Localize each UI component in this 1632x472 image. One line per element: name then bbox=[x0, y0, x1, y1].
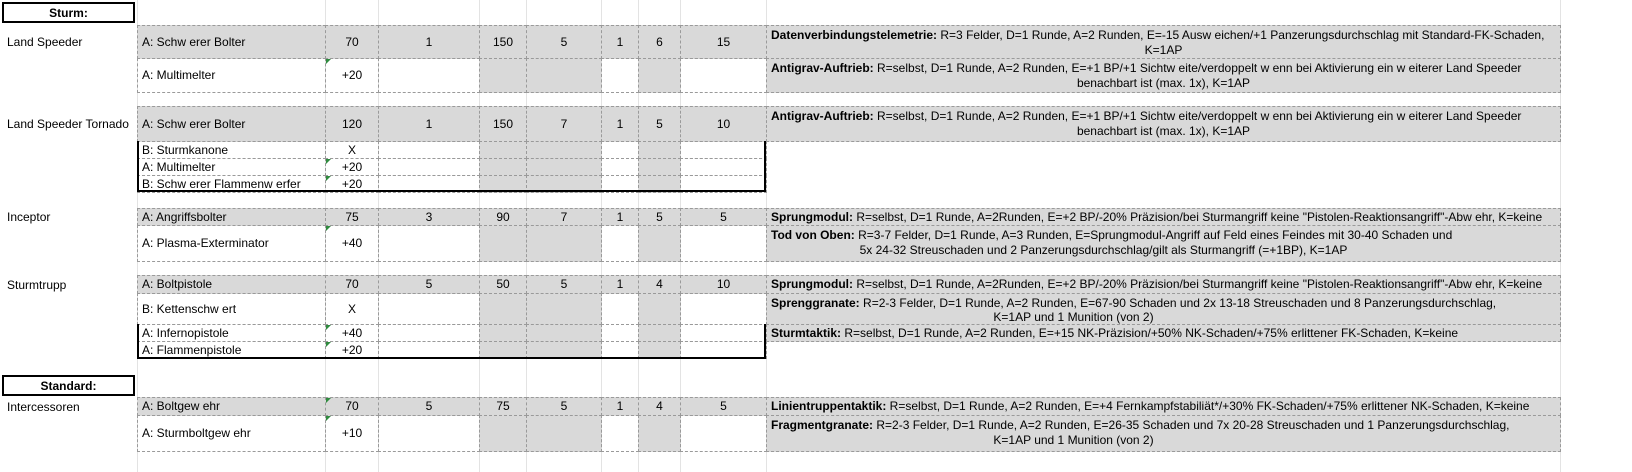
ability-text: R=2-3 Felder, D=1 Runde, A=2 Runden, E=26-35 Schaden und 7x 20-28 Streuschaden und 1 Panzerungsdurchschlag, bbox=[873, 418, 1510, 432]
stat-cell: 5 bbox=[526, 397, 602, 416]
ability-title: Fragmentgranate: bbox=[771, 418, 874, 432]
empty-cell bbox=[680, 158, 767, 176]
empty-cell bbox=[680, 175, 767, 193]
stat-cell: 1 bbox=[601, 208, 639, 226]
weapon-cell: B: Kettenschw ert bbox=[137, 293, 326, 325]
empty-cell bbox=[378, 58, 480, 93]
ability-title: Antigrav-Auftrieb: bbox=[771, 61, 874, 75]
empty-cell bbox=[601, 415, 639, 452]
stat-cell: 90 bbox=[479, 208, 527, 226]
empty-cell bbox=[526, 141, 602, 159]
empty-cell bbox=[601, 58, 639, 93]
stat-cell: 5 bbox=[638, 106, 681, 142]
ability-text: R=3 Felder, D=1 Runde, A=2 Runden, E=-15 Ausw eichen/+1 Panzerungsdurchschlag mit Standard-FK-Schaden, bbox=[937, 28, 1545, 42]
empty-cell bbox=[526, 225, 602, 262]
weapon-cell: A: Sturmboltgew ehr bbox=[137, 415, 326, 452]
stat-cell: +20 bbox=[325, 158, 379, 176]
comment-marker-icon bbox=[326, 176, 331, 181]
ability-cell bbox=[766, 58, 1561, 93]
empty-cell bbox=[680, 293, 767, 325]
comment-marker-icon bbox=[326, 159, 331, 164]
stat-cell: +40 bbox=[325, 324, 379, 342]
weapon-cell: A: Plasma-Exterminator bbox=[137, 225, 326, 262]
stat-cell: 75 bbox=[479, 397, 527, 416]
stat-cell: 1 bbox=[601, 25, 639, 59]
empty-cell bbox=[526, 293, 602, 325]
ability-cell bbox=[766, 106, 1561, 142]
empty-cell bbox=[526, 324, 602, 342]
empty-cell bbox=[479, 293, 527, 325]
ability-cell bbox=[766, 397, 1561, 416]
stat-cell: 4 bbox=[638, 275, 681, 294]
empty-cell bbox=[638, 293, 681, 325]
empty-cell bbox=[378, 341, 480, 359]
stat-cell: 7 bbox=[526, 208, 602, 226]
ability-text: R=3-7 Felder, D=1 Runde, A=3 Runden, E=Sprungmodul-Angriff auf Feld eines Feindes mit 30-40 Schaden und bbox=[854, 228, 1453, 242]
empty-cell bbox=[680, 341, 767, 359]
empty-cell bbox=[526, 415, 602, 452]
stat-cell: 5 bbox=[378, 397, 480, 416]
empty-cell bbox=[601, 175, 639, 193]
ability-text: R=selbst, D=1 Runde, A=2Runden, E=+2 BP/-20% Präzision/bei Sturmangriff keine "Pistolen-Reaktionsangriff"-Abw ehr, K=keine bbox=[852, 210, 1543, 224]
ability-text: R=2-3 Felder, D=1 Runde, A=2 Runden, E=67-90 Schaden und 2x 13-18 Streuschaden und 8 Panzerungsdurchschlag, bbox=[859, 296, 1497, 310]
ability-cell bbox=[766, 415, 1561, 452]
empty-cell bbox=[378, 225, 480, 262]
empty-cell bbox=[479, 341, 527, 359]
stat-cell: X bbox=[325, 141, 379, 159]
ability-title: Datenverbindungstelemetrie: bbox=[771, 28, 938, 42]
stat-cell: 3 bbox=[378, 208, 480, 226]
weapon-cell: A: Multimelter bbox=[137, 158, 326, 176]
stat-cell: 1 bbox=[601, 397, 639, 416]
ability-text-line2: benachbart ist (max. 1x), K=1AP bbox=[1076, 124, 1251, 138]
ability-title: Tod von Oben: bbox=[771, 228, 855, 242]
section-header-sturm: Sturm: bbox=[2, 2, 135, 23]
empty-cell bbox=[479, 324, 527, 342]
stat-cell: +40 bbox=[325, 225, 379, 262]
ability-text: R=selbst, D=1 Runde, A=2Runden, E=+2 BP/-20% Präzision/bei Sturmangriff keine "Pistolen-Reaktionsangriff"-Abw ehr, K=keine bbox=[852, 277, 1543, 291]
empty-cell bbox=[680, 415, 767, 452]
empty-cell bbox=[601, 341, 639, 359]
empty-cell bbox=[378, 175, 480, 193]
ability-cell bbox=[766, 225, 1561, 262]
ability-cell bbox=[766, 293, 1561, 325]
stat-cell: 70 bbox=[325, 25, 379, 59]
ability-title: Sprungmodul: bbox=[771, 210, 853, 224]
empty-cell bbox=[378, 141, 480, 159]
ability-text-line2: benachbart ist (max. 1x), K=1AP bbox=[1076, 76, 1251, 90]
stat-cell: 5 bbox=[526, 275, 602, 294]
empty-cell bbox=[526, 58, 602, 93]
weapon-cell: B: Sturmkanone bbox=[137, 141, 326, 159]
stat-cell: 5 bbox=[638, 208, 681, 226]
stat-cell: 50 bbox=[479, 275, 527, 294]
stat-cell: 120 bbox=[325, 106, 379, 142]
empty-cell bbox=[526, 341, 602, 359]
ability-text: R=selbst, D=1 Runde, A=2 Runden, E=+15 NK-Präzision/+50% NK-Schaden/+75% erlittener FK-Schaden, K=keine bbox=[841, 326, 1459, 340]
ability-text-line2: 5x 24-32 Streuschaden und 2 Panzerungsdurchschlag/gilt als Sturmangriff (=+1BP), K=1AP bbox=[859, 243, 1348, 257]
ability-title: Sprungmodul: bbox=[771, 277, 853, 291]
ability-title: Sprenggranate: bbox=[771, 296, 860, 310]
weapon-cell: A: Multimelter bbox=[137, 58, 326, 93]
stat-cell: 6 bbox=[638, 25, 681, 59]
ability-cell bbox=[766, 324, 1561, 342]
stat-cell: 4 bbox=[638, 397, 681, 416]
stat-cell: 1 bbox=[378, 106, 480, 142]
stat-cell: 75 bbox=[325, 208, 379, 226]
empty-cell bbox=[638, 175, 681, 193]
empty-cell bbox=[680, 141, 767, 159]
stat-cell: 1 bbox=[601, 275, 639, 294]
ability-text-line2: K=1AP und 1 Munition (von 2) bbox=[993, 310, 1154, 324]
ability-cell bbox=[766, 275, 1561, 294]
empty-cell bbox=[638, 58, 681, 93]
empty-cell bbox=[479, 415, 527, 452]
unit-name: Intercessoren bbox=[7, 400, 80, 414]
unit-name: Land Speeder bbox=[7, 35, 83, 49]
section-header-standard: Standard: bbox=[2, 375, 135, 396]
weapon-cell: A: Boltpistole bbox=[137, 275, 326, 294]
stat-cell: 15 bbox=[680, 25, 767, 59]
weapon-cell: A: Schw erer Bolter bbox=[137, 25, 326, 59]
empty-cell bbox=[601, 324, 639, 342]
ability-text: R=selbst, D=1 Runde, A=2 Runden, E=+1 BP/+1 Sichtw eite/verdoppelt w enn bei Aktivierung ein w eiterer Land Speeder bbox=[873, 109, 1522, 123]
empty-cell bbox=[638, 415, 681, 452]
unit-name: Sturmtrupp bbox=[7, 278, 67, 292]
empty-cell bbox=[526, 158, 602, 176]
empty-cell bbox=[378, 324, 480, 342]
weapon-cell: B: Schw erer Flammenw erfer bbox=[137, 175, 326, 193]
comment-marker-icon bbox=[326, 342, 331, 347]
empty-cell bbox=[601, 141, 639, 159]
stat-cell: 70 bbox=[325, 275, 379, 294]
stat-cell: 1 bbox=[601, 106, 639, 142]
stat-cell: +20 bbox=[325, 341, 379, 359]
empty-cell bbox=[638, 225, 681, 262]
unit-name: Land Speeder Tornado bbox=[7, 117, 129, 131]
weapon-cell: A: Flammenpistole bbox=[137, 341, 326, 359]
empty-cell bbox=[479, 225, 527, 262]
stat-cell: +10 bbox=[325, 415, 379, 452]
weapon-cell: A: Angriffsbolter bbox=[137, 208, 326, 226]
empty-cell bbox=[601, 293, 639, 325]
stat-cell: 5 bbox=[680, 208, 767, 226]
ability-text: R=selbst, D=1 Runde, A=2 Runden, E=+4 Fernkampfstabiliät*/+30% FK-Schaden/+75% erlittener NK-Schaden, K=keine bbox=[886, 399, 1530, 413]
ability-title: Sturmtaktik: bbox=[771, 326, 842, 340]
empty-cell bbox=[680, 324, 767, 342]
ability-cell bbox=[766, 25, 1561, 59]
comment-marker-icon bbox=[326, 59, 331, 64]
stat-cell: 1 bbox=[378, 25, 480, 59]
empty-cell bbox=[479, 58, 527, 93]
weapon-cell: A: Schw erer Bolter bbox=[137, 106, 326, 142]
stat-cell: 10 bbox=[680, 275, 767, 294]
stat-cell: 70 bbox=[325, 397, 379, 416]
ability-text-line2: K=1AP und 1 Munition (von 2) bbox=[993, 433, 1154, 447]
comment-marker-icon bbox=[326, 398, 331, 403]
stat-cell: 5 bbox=[378, 275, 480, 294]
empty-cell bbox=[680, 58, 767, 93]
stat-cell: 10 bbox=[680, 106, 767, 142]
empty-cell bbox=[638, 158, 681, 176]
stat-cell: 5 bbox=[526, 25, 602, 59]
empty-cell bbox=[526, 175, 602, 193]
ability-title: Linientruppentaktik: bbox=[771, 399, 887, 413]
empty-cell bbox=[601, 158, 639, 176]
empty-cell bbox=[638, 324, 681, 342]
empty-cell bbox=[479, 175, 527, 193]
weapon-cell: A: Infernopistole bbox=[137, 324, 326, 342]
unit-name: Inceptor bbox=[7, 210, 51, 224]
ability-cell bbox=[766, 208, 1561, 226]
ability-text-line2: K=1AP bbox=[1144, 43, 1183, 57]
stat-cell: 7 bbox=[526, 106, 602, 142]
empty-cell bbox=[680, 225, 767, 262]
empty-cell bbox=[638, 141, 681, 159]
weapon-cell: A: Boltgew ehr bbox=[137, 397, 326, 416]
ability-title: Antigrav-Auftrieb: bbox=[771, 109, 874, 123]
empty-cell bbox=[638, 341, 681, 359]
empty-cell bbox=[378, 158, 480, 176]
stat-cell: +20 bbox=[325, 58, 379, 93]
empty-cell bbox=[601, 225, 639, 262]
stat-cell: +20 bbox=[325, 175, 379, 193]
stat-cell: 150 bbox=[479, 25, 527, 59]
empty-cell bbox=[479, 141, 527, 159]
comment-marker-icon bbox=[326, 325, 331, 330]
stat-cell: 5 bbox=[680, 397, 767, 416]
empty-cell bbox=[378, 293, 480, 325]
empty-cell bbox=[479, 158, 527, 176]
comment-marker-icon bbox=[326, 416, 331, 421]
empty-cell bbox=[378, 415, 480, 452]
stat-cell: 150 bbox=[479, 106, 527, 142]
stat-cell: X bbox=[325, 293, 379, 325]
ability-text: R=selbst, D=1 Runde, A=2 Runden, E=+1 BP/+1 Sichtw eite/verdoppelt w enn bei Aktivierung ein w eiterer Land Speeder bbox=[873, 61, 1522, 75]
comment-marker-icon bbox=[326, 226, 331, 231]
